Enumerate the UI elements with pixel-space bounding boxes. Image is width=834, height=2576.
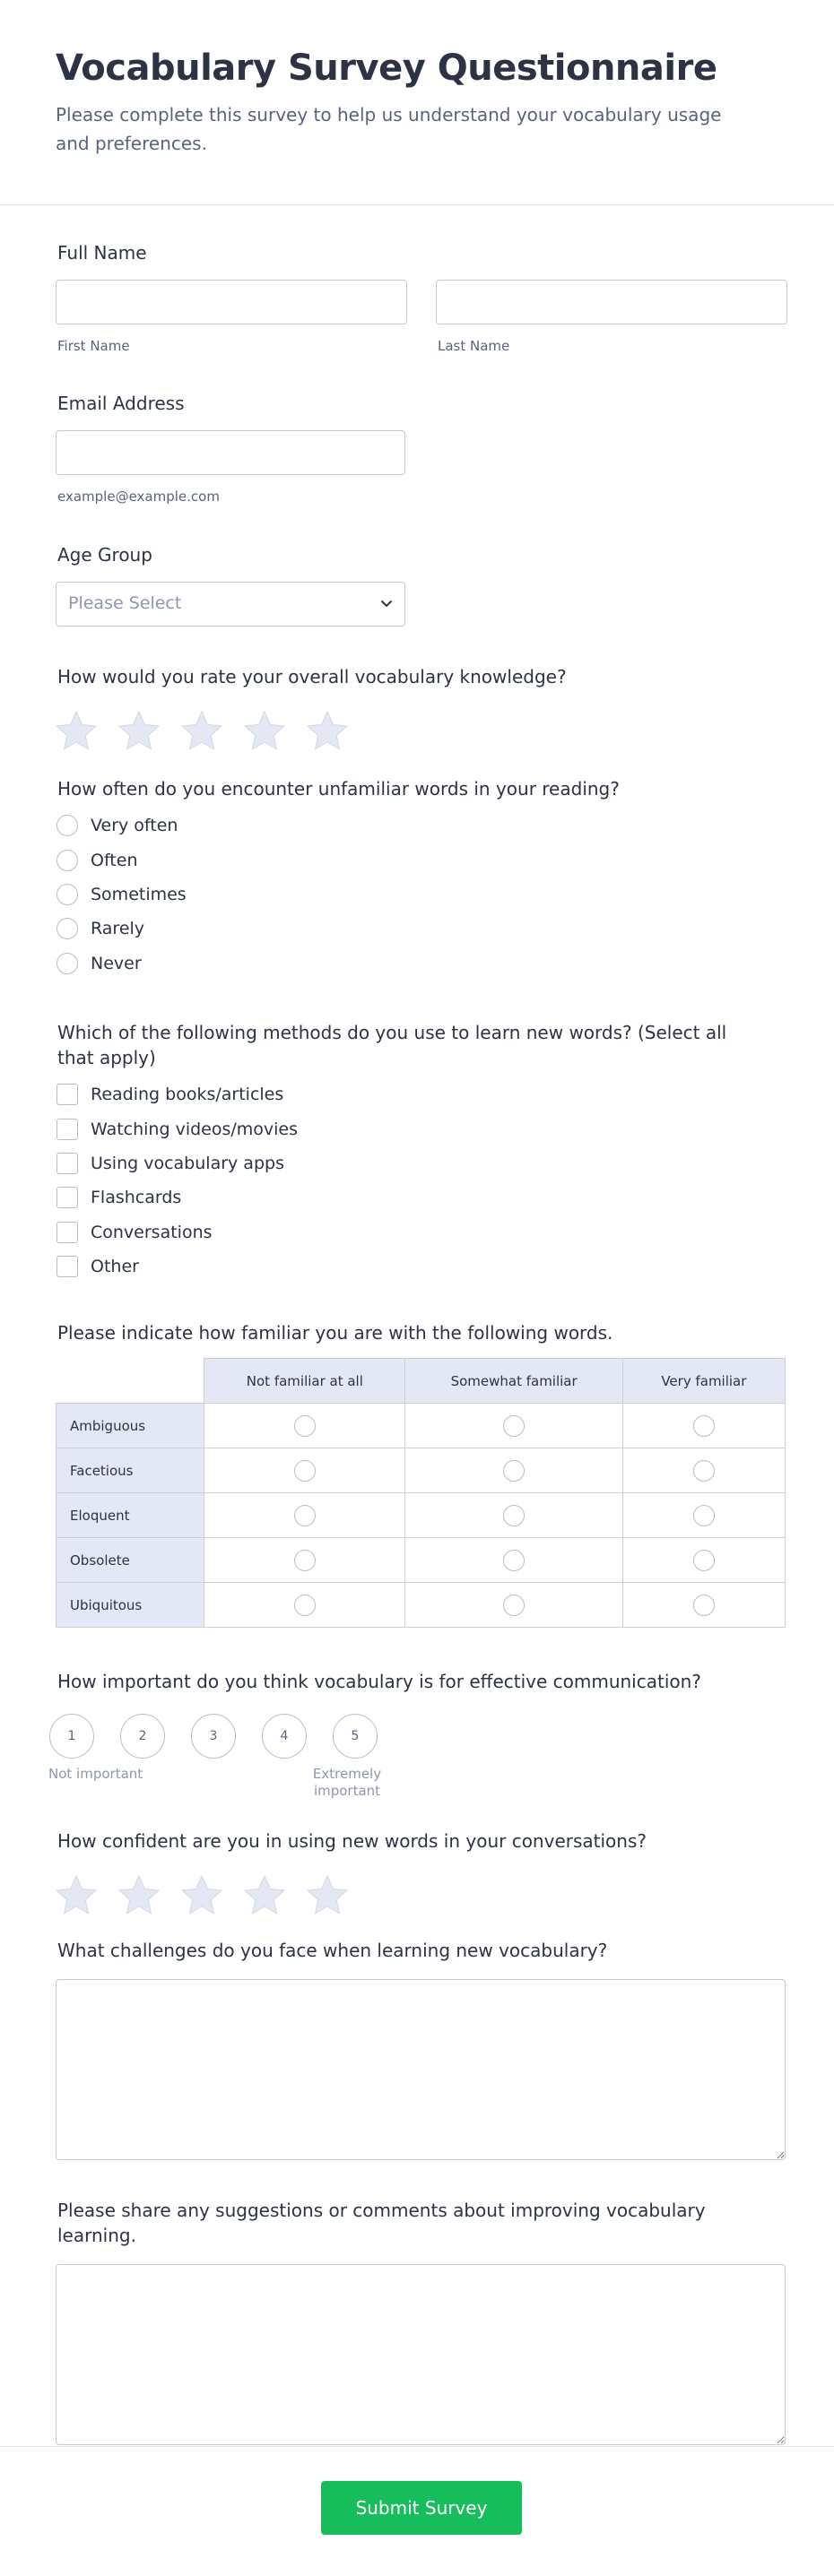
challenges-field (57, 1938, 789, 2160)
page-title: Vocabulary Survey Questionnaire (56, 48, 717, 89)
vocab-knowledge-rating-field (57, 664, 787, 752)
chevron-down-icon (378, 594, 395, 612)
radio-option[interactable] (56, 843, 787, 877)
matrix-cell (622, 1404, 785, 1448)
matrix-row (56, 1404, 786, 1448)
radio-option-label: Never (91, 953, 142, 973)
matrix-row-label: Ubiquitous (56, 1583, 204, 1628)
scale-option-5[interactable]: 5 (333, 1714, 378, 1759)
radio-button[interactable] (56, 850, 78, 871)
checkbox-option[interactable] (56, 1146, 748, 1180)
scale-rating (49, 1714, 787, 1759)
page-subtitle: Please complete this survey to help us understand your vocabulary usage and preferences. (56, 104, 722, 154)
email-field (57, 391, 416, 506)
suggestions-label: Please share any suggestions or comments about improving vocabulary learning. (57, 2200, 706, 2246)
matrix-cell (405, 1404, 622, 1448)
matrix-cell (204, 1448, 405, 1493)
unfamiliar-words-frequency-field (57, 776, 787, 981)
matrix-cell (622, 1538, 785, 1583)
matrix-column-header: Somewhat familiar (405, 1359, 622, 1404)
learning-methods-field (57, 1020, 748, 1284)
matrix-radio[interactable] (294, 1505, 316, 1526)
checkbox[interactable] (56, 1222, 78, 1243)
star-icon[interactable] (179, 709, 224, 752)
matrix-column-header: Not familiar at all (204, 1359, 405, 1404)
matrix-cell (204, 1583, 405, 1628)
radio-option-label: Very often (91, 816, 178, 836)
last-name-input[interactable] (436, 280, 787, 324)
matrix-radio[interactable] (503, 1505, 525, 1526)
radio-button[interactable] (56, 953, 78, 974)
matrix-cell (405, 1583, 622, 1628)
matrix-radio[interactable] (294, 1595, 316, 1616)
radio-button[interactable] (56, 815, 78, 836)
checkbox-option-label: Flashcards (91, 1188, 182, 1208)
importance-scale-label: How important do you think vocabulary is for effective communication? (57, 1671, 701, 1692)
age-group-select[interactable] (56, 582, 405, 627)
star-icon[interactable] (54, 709, 99, 752)
checkbox-option[interactable] (56, 1077, 748, 1111)
radio-option-label: Often (91, 850, 138, 870)
checkbox-option-label: Watching videos/movies (91, 1119, 299, 1139)
form-header (0, 0, 834, 205)
scale-option-3[interactable]: 3 (191, 1714, 236, 1759)
scale-labels (48, 1766, 787, 1802)
word-familiarity-field (57, 1320, 789, 1628)
radio-group (56, 808, 787, 981)
submit-button[interactable]: Submit Survey (321, 2481, 522, 2535)
checkbox-option[interactable] (56, 1111, 748, 1145)
matrix-row-label: Ambiguous (56, 1404, 204, 1448)
radio-option[interactable] (56, 912, 787, 946)
suggestions-textarea[interactable] (56, 2264, 786, 2445)
matrix-radio[interactable] (693, 1460, 715, 1482)
scale-min-label: Not important (48, 1766, 143, 1782)
checkbox[interactable] (56, 1119, 78, 1140)
checkbox[interactable] (56, 1153, 78, 1174)
matrix-radio[interactable] (294, 1550, 316, 1571)
scale-option-1[interactable]: 1 (49, 1714, 94, 1759)
form-footer (0, 2446, 834, 2576)
checkbox-option[interactable] (56, 1180, 748, 1215)
scale-max-label: Extremely important (312, 1766, 382, 1799)
scale-option-4[interactable]: 4 (262, 1714, 307, 1759)
radio-option-label: Sometimes (91, 884, 187, 904)
learning-methods-label: Which of the following methods do you use to learn new words? (Select all that apply) (57, 1022, 727, 1068)
matrix-radio[interactable] (503, 1550, 525, 1571)
star-icon[interactable] (179, 1873, 224, 1916)
star-rating (54, 1873, 787, 1916)
radio-option[interactable] (56, 877, 787, 912)
matrix-radio[interactable] (503, 1595, 525, 1616)
star-icon[interactable] (242, 709, 287, 752)
checkbox-group (56, 1077, 748, 1284)
matrix-column-header: Very familiar (622, 1359, 785, 1404)
matrix-cell (204, 1404, 405, 1448)
matrix-radio[interactable] (294, 1415, 316, 1437)
matrix-radio[interactable] (294, 1460, 316, 1482)
radio-button[interactable] (56, 918, 78, 939)
star-icon[interactable] (117, 709, 161, 752)
matrix-row-label: Obsolete (56, 1538, 204, 1583)
star-icon[interactable] (117, 1873, 161, 1916)
vocab-knowledge-rating-label: How would you rate your overall vocabulary knowledge? (57, 666, 567, 687)
full-name-label: Full Name (57, 242, 147, 264)
scale-option-2[interactable]: 2 (120, 1714, 165, 1759)
radio-option-label: Rarely (91, 919, 145, 939)
matrix-cell (405, 1538, 622, 1583)
radio-option[interactable] (56, 808, 787, 843)
matrix-row (56, 1493, 786, 1538)
matrix-row (56, 1538, 786, 1583)
matrix-row (56, 1448, 786, 1493)
matrix-radio[interactable] (503, 1460, 525, 1482)
checkbox-option[interactable] (56, 1215, 748, 1249)
matrix-corner (56, 1359, 204, 1404)
email-sublabel: example@example.com (57, 488, 220, 505)
last-name-sublabel: Last Name (438, 338, 510, 354)
matrix-radio[interactable] (693, 1595, 715, 1616)
checkbox-option[interactable] (56, 1249, 748, 1284)
challenges-label: What challenges do you face when learning new vocabulary? (57, 1940, 608, 1961)
matrix-cell (204, 1538, 405, 1583)
radio-option[interactable] (56, 947, 787, 981)
matrix-cell (405, 1493, 622, 1538)
familiarity-matrix (56, 1358, 786, 1628)
checkbox-option-label: Other (91, 1257, 139, 1277)
email-input[interactable] (56, 430, 405, 475)
radio-button[interactable] (56, 884, 78, 905)
checkbox-option-label: Reading books/articles (91, 1085, 284, 1105)
checkbox[interactable] (56, 1256, 78, 1277)
age-group-label: Age Group (57, 544, 152, 566)
matrix-row (56, 1583, 786, 1628)
matrix-radio[interactable] (693, 1505, 715, 1526)
matrix-cell (622, 1448, 785, 1493)
star-icon[interactable] (54, 1873, 99, 1916)
unfamiliar-words-frequency-label: How often do you encounter unfamiliar words in your reading? (57, 778, 620, 800)
full-name-field (57, 240, 787, 355)
matrix-cell (622, 1493, 785, 1538)
matrix-radio[interactable] (503, 1415, 525, 1437)
confidence-rating-field (57, 1828, 787, 1916)
star-icon[interactable] (305, 709, 350, 752)
first-name-input[interactable] (56, 280, 407, 324)
age-group-placeholder: Please Select (68, 593, 182, 613)
first-name-sublabel: First Name (57, 338, 130, 354)
star-rating (54, 709, 787, 752)
matrix-row-label: Eloquent (56, 1493, 204, 1538)
star-icon[interactable] (305, 1873, 350, 1916)
star-icon[interactable] (242, 1873, 287, 1916)
matrix-cell (622, 1583, 785, 1628)
matrix-radio[interactable] (693, 1550, 715, 1571)
checkbox-option-label: Using vocabulary apps (91, 1153, 284, 1173)
checkbox[interactable] (56, 1187, 78, 1208)
challenges-textarea[interactable] (56, 1979, 786, 2160)
checkbox[interactable] (56, 1084, 78, 1105)
importance-scale-field (48, 1669, 787, 1802)
age-group-field (57, 542, 416, 627)
confidence-rating-label: How confident are you in using new words in your conversations? (57, 1830, 647, 1852)
word-familiarity-label: Please indicate how familiar you are with the following words. (57, 1322, 613, 1344)
matrix-cell (405, 1448, 622, 1493)
checkbox-option-label: Conversations (91, 1222, 213, 1242)
suggestions-field (57, 2198, 789, 2445)
matrix-cell (204, 1493, 405, 1538)
matrix-radio[interactable] (693, 1415, 715, 1437)
email-label: Email Address (57, 393, 185, 414)
matrix-row-label: Facetious (56, 1448, 204, 1493)
